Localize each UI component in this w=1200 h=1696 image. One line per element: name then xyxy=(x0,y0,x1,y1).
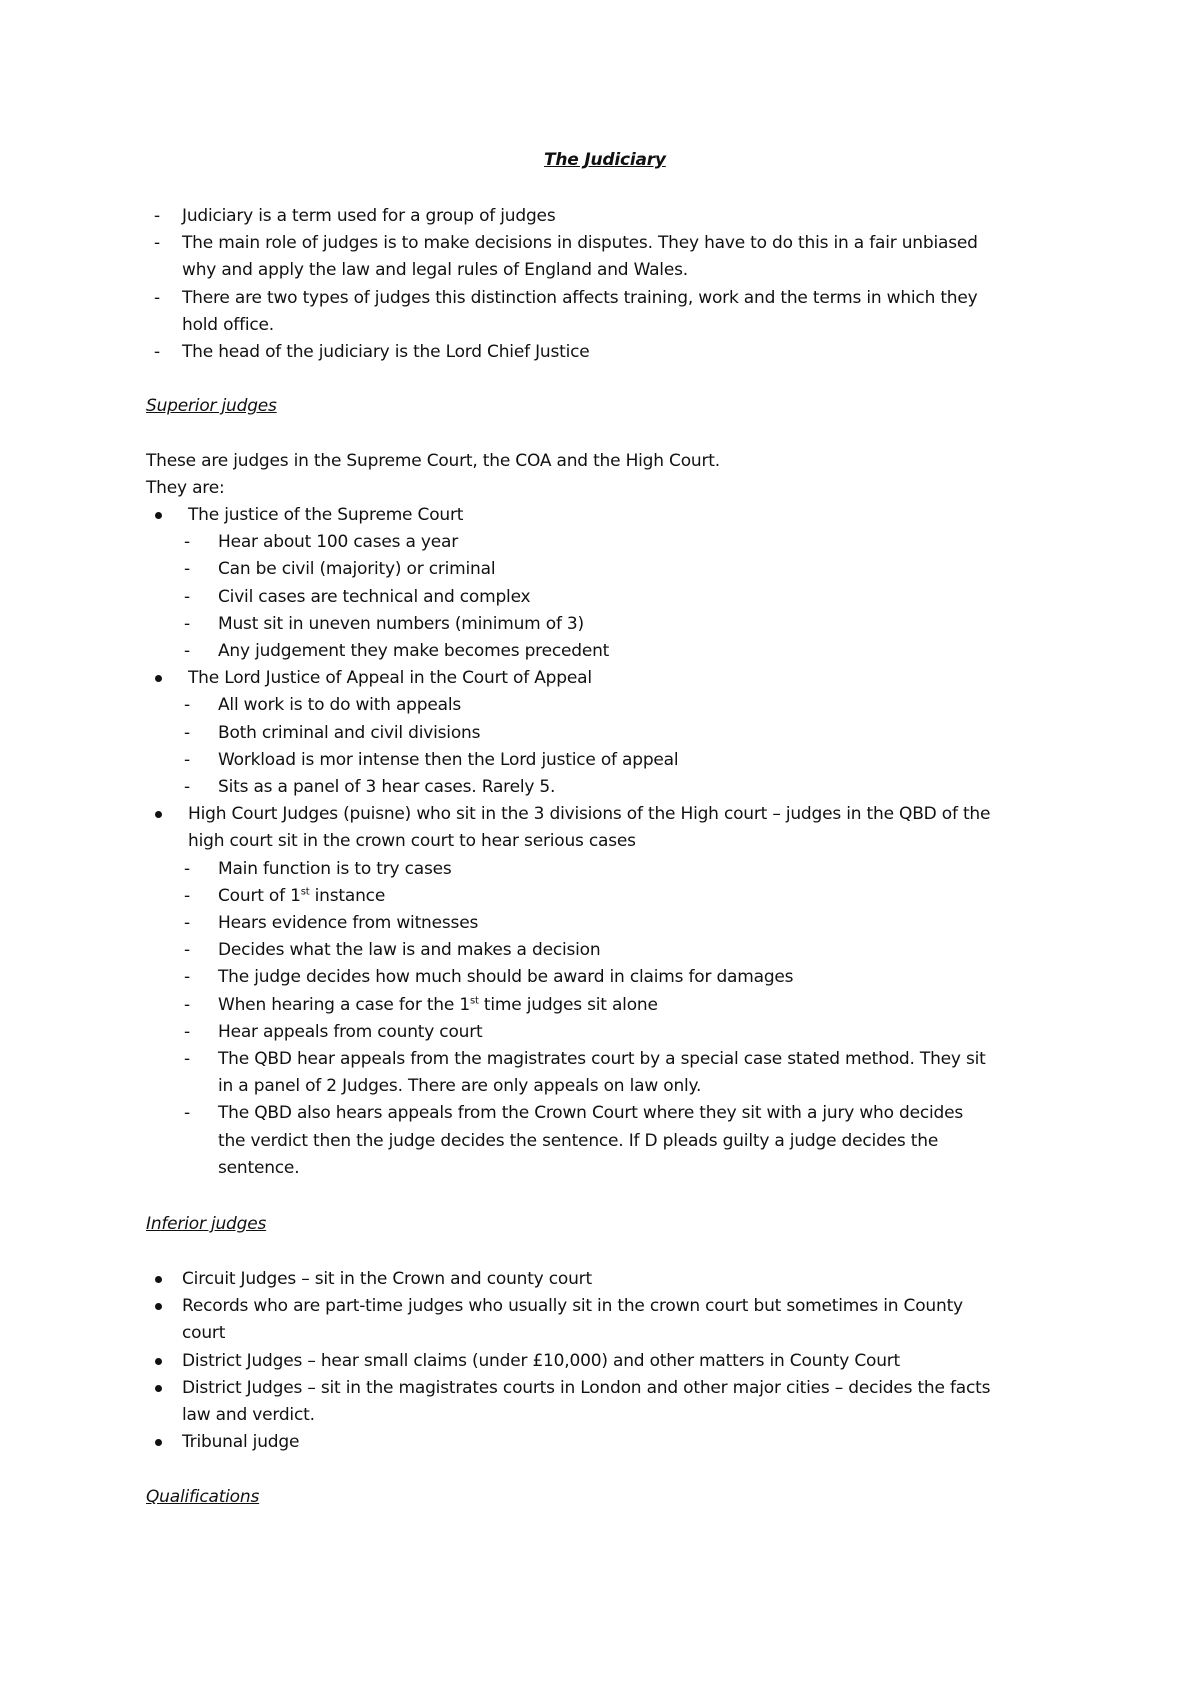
dash-marker: - xyxy=(184,1103,191,1124)
document-title: The Judiciary xyxy=(544,150,666,170)
dash-marker: - xyxy=(154,287,161,308)
superior-sub-item: Both criminal and civil divisions xyxy=(218,722,481,743)
superior-sub-item: Court of 1st instance xyxy=(218,885,386,906)
superior-sub-item: The QBD hear appeals from the magistrates court by a special case stated method. They sit xyxy=(218,1049,986,1069)
bullet-marker xyxy=(155,1303,162,1310)
dash-marker: - xyxy=(184,885,191,906)
superior-sub-item: Hear about 100 cases a year xyxy=(218,532,459,553)
dash-marker: - xyxy=(184,532,191,553)
intro-list-item: why and apply the law and legal rules of England and Wales. xyxy=(182,260,688,281)
superior-sub-item: Main function is to try cases xyxy=(218,858,452,879)
dash-marker: - xyxy=(184,1049,191,1069)
superior-sub-item: Hears evidence from witnesses xyxy=(218,913,479,933)
dash-marker: - xyxy=(184,695,191,716)
superior-sub-item: Sits as a panel of 3 hear cases. Rarely 5. xyxy=(218,777,556,797)
superior-sub-item: Any judgement they make becomes precedent xyxy=(218,641,610,661)
bullet-marker xyxy=(155,512,162,519)
dash-marker: - xyxy=(184,749,191,770)
inferior-list-item: Tribunal judge xyxy=(182,1432,300,1453)
superior-sub-item: The judge decides how much should be award in claims for damages xyxy=(218,967,794,988)
bullet-marker xyxy=(155,675,162,682)
inferior-list-item: Circuit Judges – sit in the Crown and county court xyxy=(182,1269,592,1289)
superior-sub-item: sentence. xyxy=(218,1157,300,1178)
inferior-list-item: law and verdict. xyxy=(182,1405,315,1425)
dash-marker: - xyxy=(184,1021,191,1042)
bullet-marker xyxy=(155,1358,162,1365)
dash-marker: - xyxy=(154,342,161,362)
inferior-list-item: District Judges – hear small claims (under £10,000) and other matters in County Court xyxy=(182,1350,901,1371)
intro-list-item: hold office. xyxy=(182,314,274,335)
dash-marker: - xyxy=(184,967,191,988)
superior-sub-item: Workload is mor intense then the Lord justice of appeal xyxy=(218,749,679,770)
inferior-list-item: District Judges – sit in the magistrates courts in London and other major cities – decides the facts xyxy=(182,1377,991,1398)
superior-group-label: The justice of the Supreme Court xyxy=(188,505,464,525)
inferior-list-item: Records who are part-time judges who usually sit in the crown court but sometimes in County xyxy=(182,1296,963,1317)
superior-intro-they-are: They are: xyxy=(146,478,225,498)
superior-sub-item: Decides what the law is and makes a decision xyxy=(218,940,601,961)
inferior-list-item: court xyxy=(182,1323,226,1344)
bullet-marker xyxy=(155,1439,162,1446)
qualifications-heading: Qualifications xyxy=(146,1487,260,1507)
intro-list-item: There are two types of judges this distinction affects training, work and the terms in which they xyxy=(182,287,978,308)
inferior-judges-heading: Inferior judges xyxy=(146,1214,267,1234)
dash-marker: - xyxy=(184,777,191,797)
superior-group-label: High Court Judges (puisne) who sit in the 3 divisions of the High court – judges in the QBD of the xyxy=(188,804,991,825)
bullet-marker xyxy=(155,1385,162,1392)
dash-marker: - xyxy=(154,206,161,226)
dash-marker: - xyxy=(184,586,191,607)
superior-sub-item: All work is to do with appeals xyxy=(218,695,461,716)
superior-group-label: high court sit in the crown court to hear serious cases xyxy=(188,831,636,852)
superior-sub-item: in a panel of 2 Judges. There are only appeals on law only. xyxy=(218,1076,702,1097)
superior-sub-item: the verdict then the judge decides the sentence. If D pleads guilty a judge decides the xyxy=(218,1130,939,1151)
superior-sub-item: When hearing a case for the 1st time judges sit alone xyxy=(218,994,658,1015)
bullet-marker xyxy=(155,811,162,818)
dash-marker: - xyxy=(184,722,191,743)
intro-list-item: The main role of judges is to make decisions in disputes. They have to do this in a fair unbiased xyxy=(182,233,978,254)
intro-list-item: The head of the judiciary is the Lord Chief Justice xyxy=(182,342,590,362)
dash-marker: - xyxy=(184,641,191,661)
dash-marker: - xyxy=(184,559,191,580)
superior-sub-item: Must sit in uneven numbers (minimum of 3) xyxy=(218,613,584,634)
dash-marker: - xyxy=(184,613,191,634)
superior-sub-item: Civil cases are technical and complex xyxy=(218,586,531,607)
superior-sub-item: Can be civil (majority) or criminal xyxy=(218,559,496,580)
dash-marker: - xyxy=(184,994,191,1015)
dash-marker: - xyxy=(184,858,191,879)
superior-sub-item: Hear appeals from county court xyxy=(218,1021,483,1042)
superior-judges-heading: Superior judges xyxy=(146,396,277,416)
superior-intro-line: These are judges in the Supreme Court, the COA and the High Court. xyxy=(146,451,720,471)
dash-marker: - xyxy=(154,233,161,254)
superior-sub-item: The QBD also hears appeals from the Crown Court where they sit with a jury who decides xyxy=(218,1103,964,1124)
dash-marker: - xyxy=(184,940,191,961)
superior-group-label: The Lord Justice of Appeal in the Court of Appeal xyxy=(188,668,592,689)
dash-marker: - xyxy=(184,913,191,933)
intro-list-item: Judiciary is a term used for a group of judges xyxy=(182,206,556,226)
bullet-marker xyxy=(155,1276,162,1283)
